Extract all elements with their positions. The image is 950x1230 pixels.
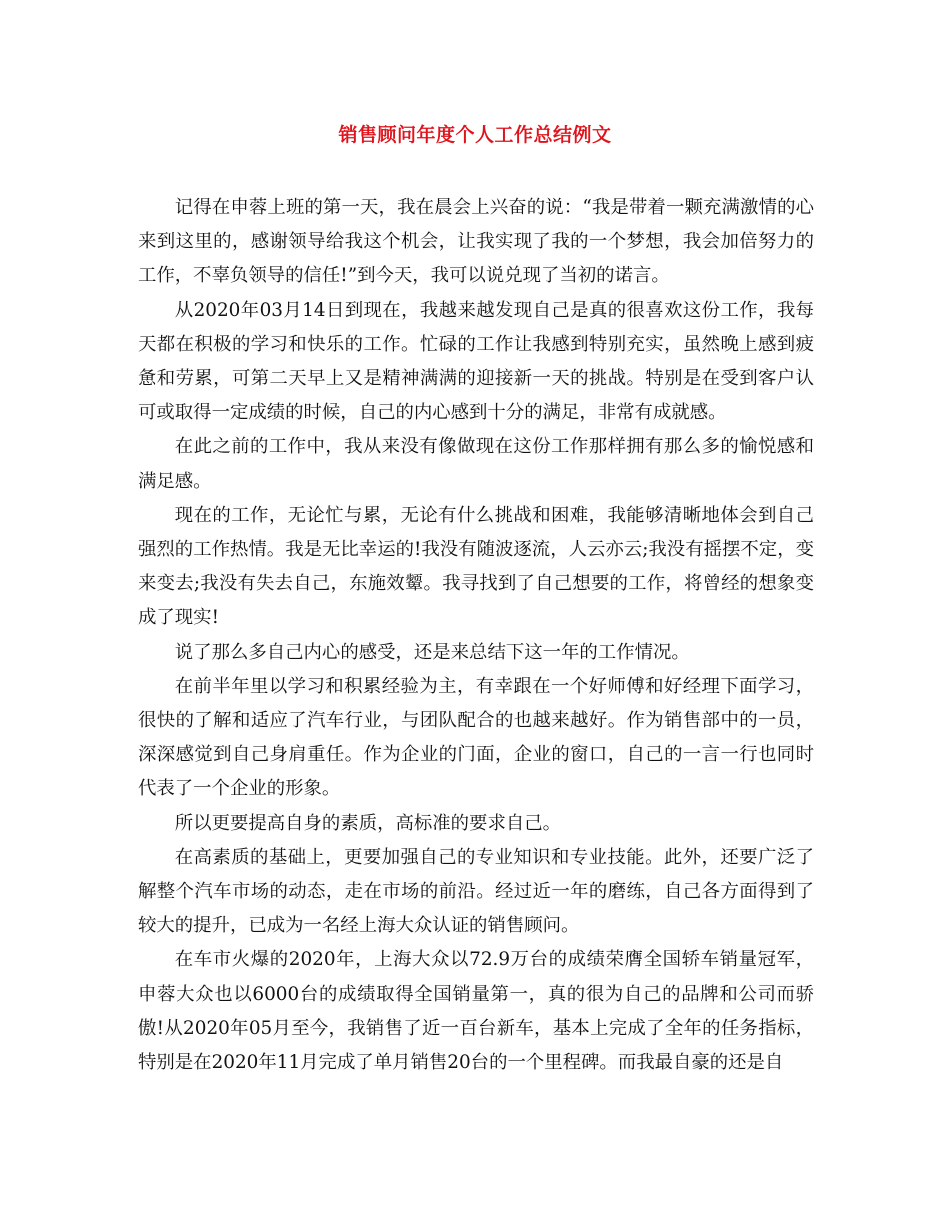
paragraph: 现在的工作，无论忙与累，无论有什么挑战和困难，我能够清晰地体会到自己强烈的工作热情。我是无比幸运的!我没有随波逐流，人云亦云;我没有摇摆不定，变来变去;我没有失去自己，东施效颦。我寻找到了自己想要的工作，将曾经的想象变成了现实!: [138, 504, 814, 629]
paragraph: 在高素质的基础上，更要加强自己的专业知识和专业技能。此外，还要广泛了解整个汽车市场的动态，走在市场的前沿。经过近一年的磨练，自己各方面得到了较大的提升，已成为一名经上海大众认证的销售顾问。: [138, 846, 814, 937]
paragraph: 所以更要提高自身的素质，高标准的要求自己。: [174, 812, 562, 834]
paragraph: 记得在申蓉上班的第一天，我在晨会上兴奋的说：“我是带着一颗充满激情的心来到这里的，感谢领导给我这个机会，让我实现了我的一个梦想，我会加倍努力的工作，不辜负领导的信任!”到今天，我可以说兑现了当初的诺言。: [138, 197, 814, 287]
document-title: 销售顾问年度个人工作总结例文: [338, 124, 612, 146]
paragraph: 从2020年03月14日到现在，我越来越发现自己是真的很喜欢这份工作，我每天都在积极的学习和快乐的工作。忙碌的工作让我感到特别充实，虽然晚上感到疲惫和劳累，可第二天早上又是精神满满的迎接新一天的挑战。特别是在受到客户认可或取得一定成绩的时候，自己的内心感到十分的满足，非常有成就感。: [138, 299, 814, 424]
document-body: [138, 191, 814, 1080]
paragraph: 在车市火爆的2020年，上海大众以72.9万台的成绩荣膺全国轿车销量冠军，申蓉大众也以6000台的成绩取得全国销量第一，真的很为自己的品牌和公司而骄傲!从2020年05月至今，我销售了近一百台新车，基本上完成了全年的任务指标，特别是在2020年11月完成了单月销售20台的一个里程碑。而我最自豪的还是自: [138, 949, 814, 1074]
paragraph: 在此之前的工作中，我从来没有像做现在这份工作那样拥有那么多的愉悦感和满足感。: [138, 436, 814, 492]
paragraph: 在前半年里以学习和积累经验为主，有幸跟在一个好师傅和好经理下面学习，很快的了解和适应了汽车行业，与团队配合的也越来越好。作为销售部中的一员，深深感觉到自己身肩重任。作为企业的门面，企业的窗口，自己的一言一行也同时代表了一个企业的形象。: [138, 675, 814, 800]
paragraph: 说了那么多自己内心的感受，还是来总结下这一年的工作情况。: [174, 641, 690, 663]
